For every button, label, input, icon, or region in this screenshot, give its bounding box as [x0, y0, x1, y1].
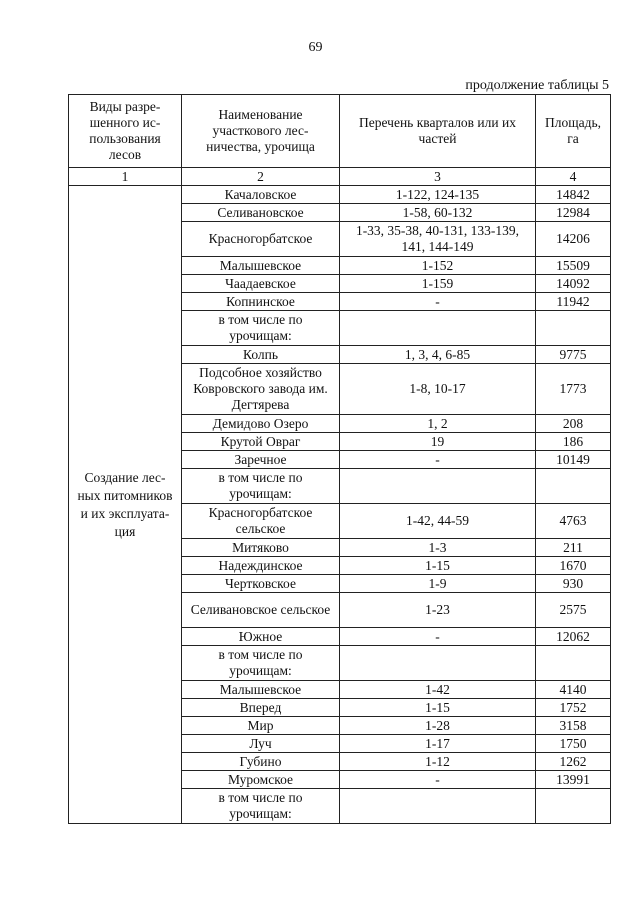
quarters-cell: 1-159 — [340, 275, 536, 293]
forestry-name-cell: Колпь — [182, 346, 340, 364]
quarters-cell — [340, 311, 536, 346]
quarters-cell: - — [340, 451, 536, 469]
area-cell: 12984 — [536, 204, 611, 222]
quarters-cell: 1-17 — [340, 735, 536, 753]
area-cell: 14842 — [536, 186, 611, 204]
table-row — [69, 186, 611, 204]
quarters-cell: 1-8, 10-17 — [340, 364, 536, 415]
forestry-name-cell: Малышевское — [182, 257, 340, 275]
forestry-name-cell: в том числе по урочищам: — [182, 469, 340, 504]
forestry-name-cell: Селивановское — [182, 204, 340, 222]
forestry-name-cell: Муромское — [182, 771, 340, 789]
quarters-cell: 1-33, 35-38, 40-131, 133-139, 141, 144-149 — [340, 222, 536, 257]
forestry-table — [68, 94, 611, 824]
quarters-cell: 1-12 — [340, 753, 536, 771]
forestry-name-cell: Копнинское — [182, 293, 340, 311]
table-continuation-label: продолжение таблицы 5 — [465, 78, 609, 93]
header-usage-type: Виды разре-шенного ис-пользования лесов — [69, 95, 182, 168]
header-area: Площадь, га — [536, 95, 611, 168]
forestry-name-cell: Чертковское — [182, 575, 340, 593]
quarters-cell — [340, 469, 536, 504]
area-cell: 208 — [536, 415, 611, 433]
forestry-name-cell: Южное — [182, 628, 340, 646]
quarters-cell: 1-28 — [340, 717, 536, 735]
area-cell: 930 — [536, 575, 611, 593]
forestry-name-cell: Демидово Озеро — [182, 415, 340, 433]
area-cell: 1773 — [536, 364, 611, 415]
area-cell: 4763 — [536, 504, 611, 539]
column-number-row — [69, 168, 611, 186]
quarters-cell: - — [340, 771, 536, 789]
quarters-cell: 1, 2 — [340, 415, 536, 433]
area-cell: 10149 — [536, 451, 611, 469]
column-number: 3 — [340, 168, 536, 186]
quarters-cell: 1-23 — [340, 593, 536, 628]
area-cell — [536, 469, 611, 504]
forestry-name-cell: в том числе по урочищам: — [182, 311, 340, 346]
quarters-cell: - — [340, 293, 536, 311]
usage-type-cell: Создание лес-ных питомников и их эксплуата-ция — [69, 186, 182, 824]
quarters-cell: 1-152 — [340, 257, 536, 275]
quarters-cell: 1, 3, 4, 6-85 — [340, 346, 536, 364]
area-cell: 1670 — [536, 557, 611, 575]
forestry-name-cell: Красногорбатское сельское — [182, 504, 340, 539]
area-cell: 14092 — [536, 275, 611, 293]
quarters-cell: 1-58, 60-132 — [340, 204, 536, 222]
area-cell: 12062 — [536, 628, 611, 646]
area-cell: 211 — [536, 539, 611, 557]
area-cell: 1262 — [536, 753, 611, 771]
quarters-cell: 1-15 — [340, 557, 536, 575]
forestry-name-cell: Митяково — [182, 539, 340, 557]
forestry-name-cell: Селивановское сельское — [182, 593, 340, 628]
column-number: 1 — [69, 168, 182, 186]
area-cell: 1750 — [536, 735, 611, 753]
quarters-cell: - — [340, 628, 536, 646]
area-cell: 2575 — [536, 593, 611, 628]
area-cell: 4140 — [536, 681, 611, 699]
forestry-name-cell: Красногорбатское — [182, 222, 340, 257]
forestry-name-cell: Мир — [182, 717, 340, 735]
page-number: 69 — [308, 40, 323, 55]
area-cell: 13991 — [536, 771, 611, 789]
forestry-name-cell: Малышевское — [182, 681, 340, 699]
area-cell: 15509 — [536, 257, 611, 275]
forestry-name-cell: Надеждинское — [182, 557, 340, 575]
quarters-cell: 1-122, 124-135 — [340, 186, 536, 204]
header-quarters-list: Перечень кварталов или их частей — [340, 95, 536, 168]
area-cell — [536, 789, 611, 824]
quarters-cell — [340, 789, 536, 824]
header-forestry-name: Наименование участкового лес-ничества, урочища — [182, 95, 340, 168]
quarters-cell: 19 — [340, 433, 536, 451]
area-cell: 14206 — [536, 222, 611, 257]
forestry-name-cell: Губино — [182, 753, 340, 771]
quarters-cell: 1-15 — [340, 699, 536, 717]
area-cell: 11942 — [536, 293, 611, 311]
forestry-name-cell: Заречное — [182, 451, 340, 469]
area-cell: 1752 — [536, 699, 611, 717]
area-cell: 3158 — [536, 717, 611, 735]
forestry-name-cell: Крутой Овраг — [182, 433, 340, 451]
quarters-cell: 1-42, 44-59 — [340, 504, 536, 539]
column-number: 4 — [536, 168, 611, 186]
header-row — [69, 95, 611, 168]
area-cell: 9775 — [536, 346, 611, 364]
forestry-name-cell: Луч — [182, 735, 340, 753]
forestry-name-cell: Вперед — [182, 699, 340, 717]
area-cell — [536, 311, 611, 346]
quarters-cell: 1-9 — [340, 575, 536, 593]
area-cell — [536, 646, 611, 681]
forestry-name-cell: Чаадаевское — [182, 275, 340, 293]
forestry-name-cell: в том числе по урочищам: — [182, 646, 340, 681]
table-body — [69, 186, 611, 824]
quarters-cell: 1-3 — [340, 539, 536, 557]
forestry-name-cell: в том числе по урочищам: — [182, 789, 340, 824]
quarters-cell: 1-42 — [340, 681, 536, 699]
area-cell: 186 — [536, 433, 611, 451]
forestry-name-cell: Подсобное хозяйство Ковровского завода им. Дегтярева — [182, 364, 340, 415]
forestry-name-cell: Качаловское — [182, 186, 340, 204]
column-number: 2 — [182, 168, 340, 186]
quarters-cell — [340, 646, 536, 681]
